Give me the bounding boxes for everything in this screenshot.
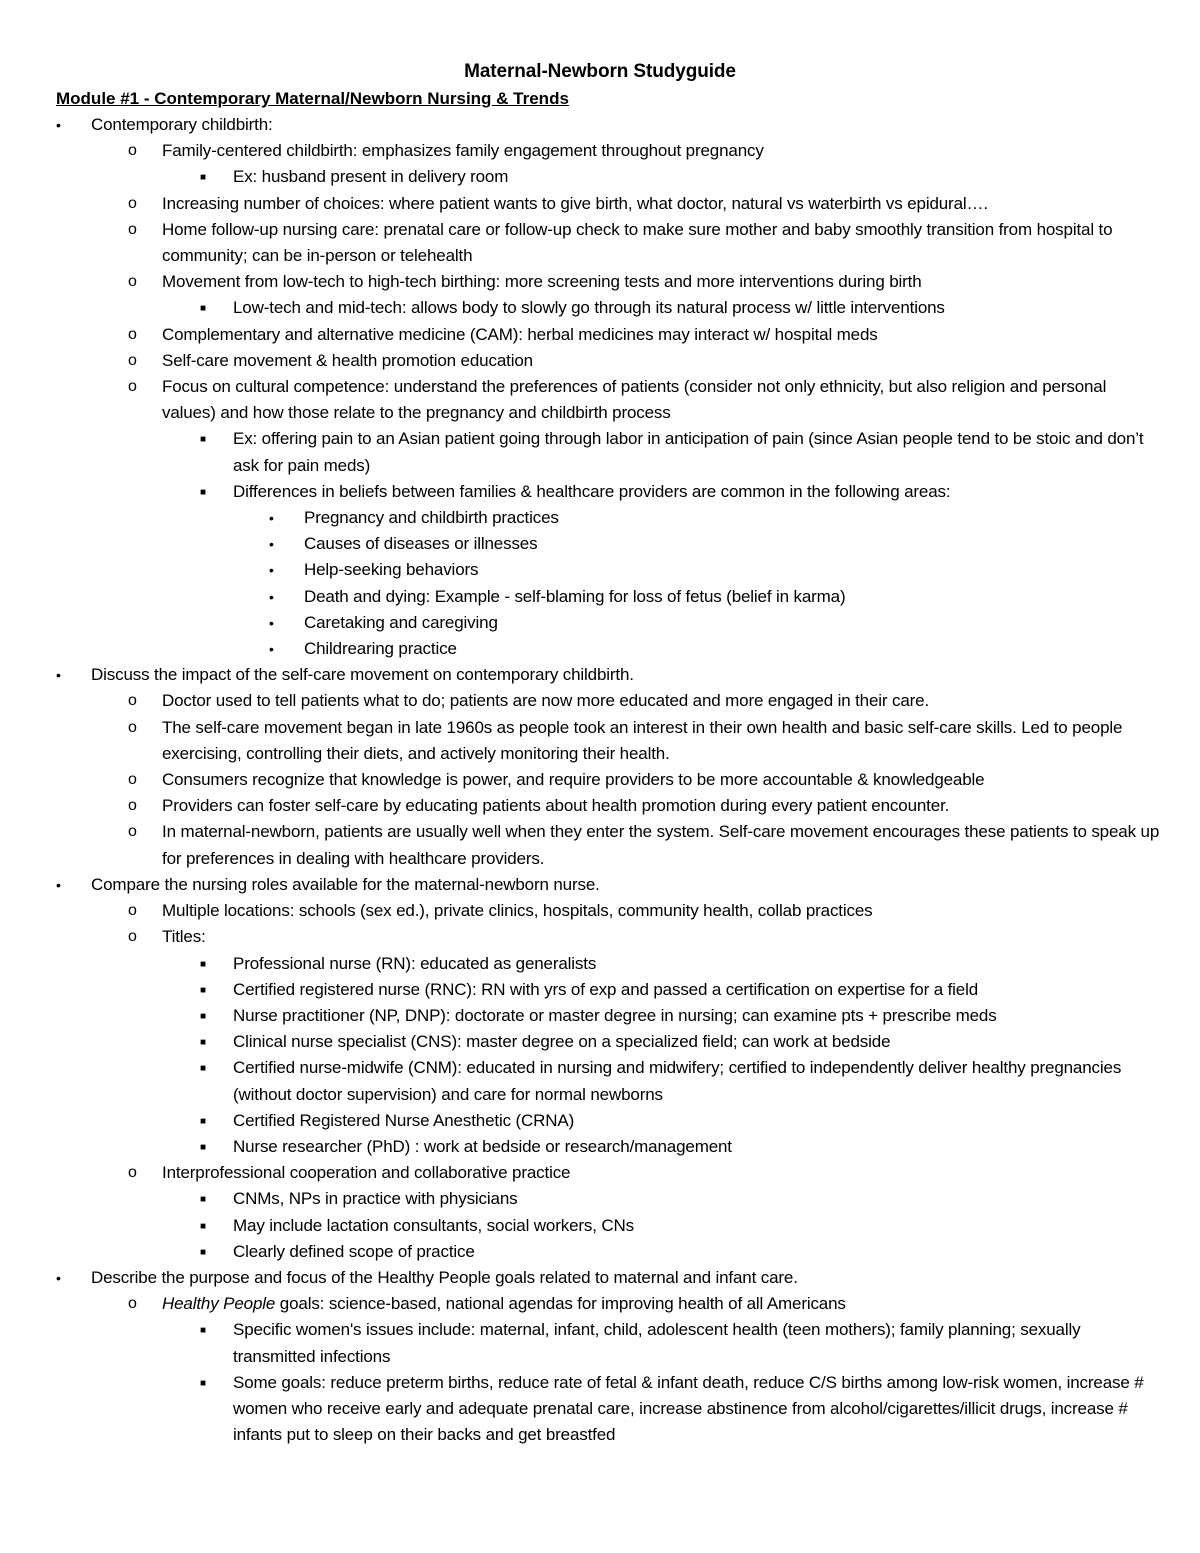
outline-item-text: Differences in beliefs between families & healthcare providers are common in the following areas: [233,481,951,501]
outline-item-text: Clearly defined scope of practice [233,1241,475,1261]
emphasized-text: Healthy People [162,1294,276,1314]
outline-item-level-4 [0,636,1200,662]
outline-item-text: Specific women's issues include: maternal, infant, child, adolescent health (teen mothers); family planning; sexually transmitted infections [233,1320,1081,1366]
bullet-circle-icon: o [128,194,137,212]
outline-item-text: Clinical nurse specialist (CNS): master degree on a specialized field; can work at bedside [233,1032,891,1052]
module-heading: Module #1 - Contemporary Maternal/Newborn Nursing & Trends [56,89,569,108]
bullet-circle-icon: o [128,692,137,710]
outline-item-text: Titles: [162,927,206,947]
outline-item-level-2 [0,715,1200,767]
outline-item-text: Family-centered childbirth: emphasizes family engagement throughout pregnancy [162,141,764,161]
bullet-circle-icon: o [128,351,137,369]
bullet-disc-icon: • [56,876,61,893]
outline-item-text: Low-tech and mid-tech: allows body to slowly go through its natural process w/ little interventions [233,298,945,318]
bullet-square-icon: ■ [200,1377,206,1389]
outline-item-level-2 [0,898,1200,924]
bullet-square-icon: ■ [200,434,206,446]
outline-item-level-3 [0,295,1200,321]
outline-item-text: Nurse practitioner (NP, DNP): doctorate or master degree in nursing; can examine pts + prescribe meds [233,1005,997,1025]
bullet-square-icon: ■ [200,1246,206,1258]
outline-item-level-2 [0,1291,1200,1317]
outline-item-text: Focus on cultural competence: understand the preferences of patients (consider not only ethnicity, but also religion and personal values) and how those relate to the pregnancy and childbirth process [162,377,1107,423]
outline-item-text: Certified registered nurse (RNC): RN with yrs of exp and passed a certification on expertise for a field [233,979,979,999]
outline-item-text: goals: science-based, national agendas for improving health of all Americans [275,1294,846,1314]
outline-item-level-2 [0,924,1200,950]
bullet-circle-icon: o [128,797,137,815]
bullet-square-icon: ■ [200,486,206,498]
outline-item-text: Childrearing practice [304,639,457,659]
bullet-square-icon: ■ [200,172,206,184]
outline-item-text: Movement from low-tech to high-tech birthing: more screening tests and more interventions during birth [162,272,922,292]
outline-item-text: Causes of diseases or illnesses [304,534,538,554]
bullet-circle-icon: o [128,220,137,238]
bullet-square-icon: ■ [200,1194,206,1206]
bullet-disc-icon: • [269,641,274,658]
outline-item-text: Certified Registered Nurse Anesthetic (CRNA) [233,1110,575,1130]
bullet-square-icon: ■ [200,1063,206,1075]
outline-item-text: Consumers recognize that knowledge is power, and require providers to be more accountable & knowledgeable [162,770,985,790]
outline-item-text: Some goals: reduce preterm births, reduce rate of fetal & infant death, reduce C/S births among low-risk women, increase # women who receive early and adequate prenatal care, increase abstinence from alcohol/cigarettes/illicit drugs, increase # infants put to sleep on their backs and get breastfed [233,1372,1144,1445]
outline-item-level-1 [0,872,1200,898]
outline-item-level-2 [0,1160,1200,1186]
outline-item-text: Providers can foster self-care by educating patients about health promotion during every patient encounter. [162,796,950,816]
outline-item-text: Help-seeking behaviors [304,560,479,580]
outline-item-text: Doctor used to tell patients what to do; patients are now more educated and more engaged in their care. [162,691,930,711]
document-title: Maternal-Newborn Studyguide [464,61,736,82]
document-page [0,58,1200,1448]
outline-item-level-3 [0,977,1200,1003]
outline-item-text: Certified nurse-midwife (CNM): educated in nursing and midwifery; certified to independently deliver healthy pregnancies (without doctor supervision) and care for normal newborns [233,1058,1122,1104]
outline-item-level-1 [0,1265,1200,1291]
outline-item-text: Multiple locations: schools (sex ed.), private clinics, hospitals, community health, collab practices [162,901,873,921]
outline-item-level-3 [0,1317,1200,1369]
outline-item-level-4 [0,584,1200,610]
outline-item-level-3 [0,951,1200,977]
outline-item-level-2 [0,819,1200,871]
outline-item-level-2 [0,217,1200,269]
outline-item-text: Complementary and alternative medicine (CAM): herbal medicines may interact w/ hospital meds [162,324,878,344]
outline-item-level-4 [0,557,1200,583]
outline-item-level-3 [0,1029,1200,1055]
outline-item-level-3 [0,479,1200,505]
outline-item-text: Ex: husband present in delivery room [233,167,509,187]
outline-item-level-3 [0,1239,1200,1265]
bullet-square-icon: ■ [200,1037,206,1049]
outline-item-level-2 [0,793,1200,819]
outline-item-level-2 [0,348,1200,374]
bullet-square-icon: ■ [200,1010,206,1022]
bullet-circle-icon: o [128,378,137,396]
outline-list [0,112,1200,1448]
outline-item-level-2 [0,269,1200,295]
outline-item-text: Discuss the impact of the self-care movement on contemporary childbirth. [91,665,634,685]
bullet-circle-icon: o [128,1295,137,1313]
bullet-disc-icon: • [269,614,274,631]
outline-item-level-3 [0,1370,1200,1449]
bullet-circle-icon: o [128,823,137,841]
bullet-square-icon: ■ [200,984,206,996]
outline-item-text: In maternal-newborn, patients are usually well when they enter the system. Self-care movement encourages these patients to speak up for preferences in dealing with healthcare providers. [162,822,1160,868]
outline-item-level-2 [0,322,1200,348]
bullet-disc-icon: • [56,1269,61,1286]
outline-item-level-4 [0,531,1200,557]
bullet-square-icon: ■ [200,958,206,970]
outline-item-level-4 [0,610,1200,636]
outline-item-text: Pregnancy and childbirth practices [304,508,559,528]
outline-item-text: Ex: offering pain to an Asian patient going through labor in anticipation of pain (since Asian people tend to be stoic and don’t ask for pain meds) [233,429,1144,475]
outline-item-level-2 [0,688,1200,714]
outline-item-text: Increasing number of choices: where patient wants to give birth, what doctor, natural vs waterbirth vs epidural…. [162,193,988,213]
outline-item-level-3 [0,164,1200,190]
bullet-square-icon: ■ [200,303,206,315]
outline-item-text: Nurse researcher (PhD) : work at bedside or research/management [233,1136,732,1156]
bullet-disc-icon: • [269,562,274,579]
outline-item-level-3 [0,1134,1200,1160]
outline-item-text: CNMs, NPs in practice with physicians [233,1189,518,1209]
outline-item-level-3 [0,1213,1200,1239]
bullet-circle-icon: o [128,718,137,736]
outline-item-level-2 [0,138,1200,164]
outline-item-text: Interprofessional cooperation and collaborative practice [162,1163,571,1183]
outline-item-level-3 [0,1055,1200,1107]
bullet-disc-icon: • [56,667,61,684]
outline-item-text: The self-care movement began in late 1960s as people took an interest in their own health and basic self-care skills. Led to people exercising, controlling their diets, and actively monitoring their health. [162,717,1123,763]
bullet-circle-icon: o [128,273,137,291]
bullet-square-icon: ■ [200,1220,206,1232]
outline-item-level-1 [0,112,1200,138]
outline-item-level-2 [0,191,1200,217]
bullet-circle-icon: o [128,771,137,789]
outline-item-level-4 [0,505,1200,531]
outline-item-level-3 [0,426,1200,478]
outline-item-level-3 [0,1186,1200,1212]
bullet-square-icon: ■ [200,1141,206,1153]
bullet-circle-icon: o [128,142,137,160]
bullet-circle-icon: o [128,1164,137,1182]
outline-item-text: Compare the nursing roles available for the maternal-newborn nurse. [91,874,600,894]
bullet-square-icon: ■ [200,1325,206,1337]
bullet-disc-icon: • [269,510,274,527]
outline-item-text: Contemporary childbirth: [91,115,273,134]
outline-item-level-3 [0,1003,1200,1029]
outline-item-level-2 [0,374,1200,426]
bullet-square-icon: ■ [200,1115,206,1127]
bullet-circle-icon: o [128,928,137,946]
outline-item-text: Self-care movement & health promotion education [162,350,533,370]
bullet-disc-icon: • [269,536,274,553]
outline-item-text: Describe the purpose and focus of the Healthy People goals related to maternal and infant care. [91,1267,798,1287]
bullet-disc-icon: • [56,117,61,133]
outline-item-text: Home follow-up nursing care: prenatal care or follow-up check to make sure mother and baby smoothly transition from hospital to community; can be in-person or telehealth [162,219,1113,266]
outline-item-level-3 [0,1108,1200,1134]
outline-item-text: May include lactation consultants, social workers, CNs [233,1215,635,1235]
outline-item-level-2 [0,767,1200,793]
bullet-circle-icon: o [128,325,137,343]
bullet-circle-icon: o [128,902,137,920]
outline-item-text: Death and dying: Example - self-blaming for loss of fetus (belief in karma) [304,586,846,606]
outline-item-text: Professional nurse (RN): educated as generalists [233,953,597,973]
outline-item-text: Caretaking and caregiving [304,612,498,632]
outline-item-level-1 [0,662,1200,688]
bullet-disc-icon: • [269,588,274,605]
